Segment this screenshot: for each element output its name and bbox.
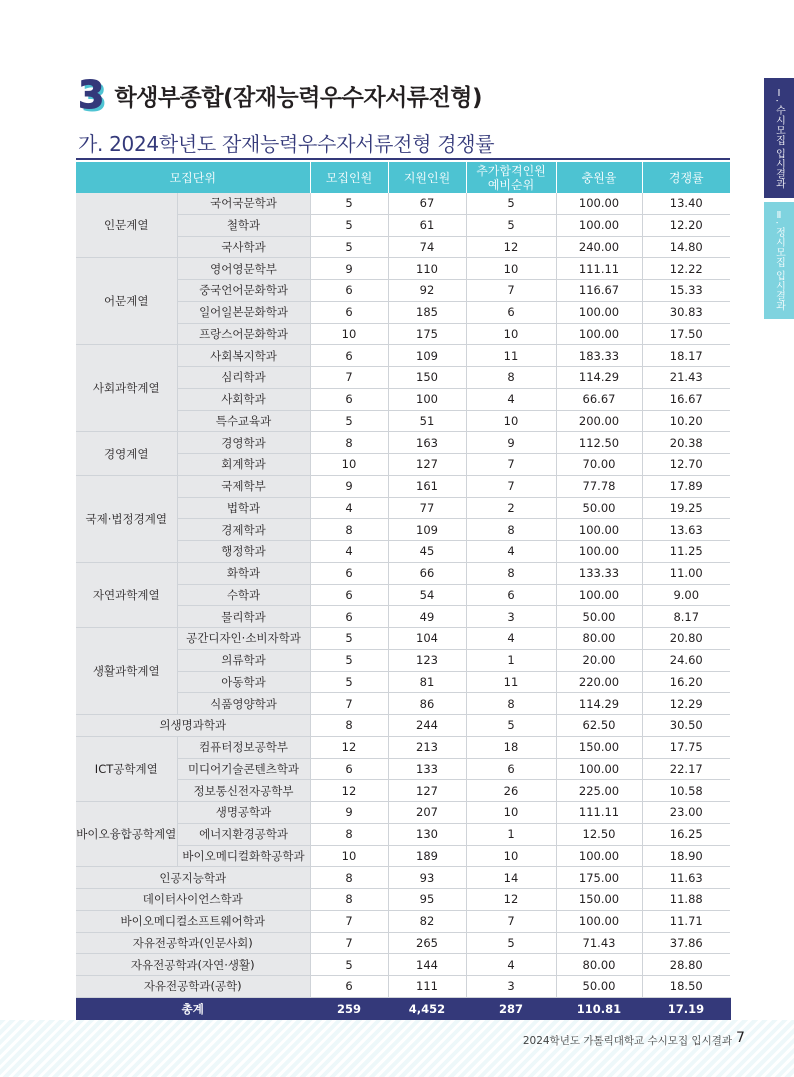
dept-name-cell: 경영학과: [177, 432, 310, 454]
extra-cell: 18: [466, 736, 556, 758]
quota-cell: 9: [310, 802, 388, 824]
fill-rate-cell: 111.11: [556, 258, 642, 280]
quota-cell: 12: [310, 780, 388, 802]
fill-rate-cell: 100.00: [556, 214, 642, 236]
dept-name-cell: 중국언어문화학과: [177, 280, 310, 302]
fill-rate-cell: 100.00: [556, 519, 642, 541]
quota-cell: 9: [310, 258, 388, 280]
dept-name-cell: 사회학과: [177, 388, 310, 410]
table-row: [76, 736, 730, 758]
quota-cell: 6: [310, 584, 388, 606]
applicants-cell: 185: [388, 301, 466, 323]
fill-rate-cell: 183.33: [556, 345, 642, 367]
applicants-cell: 110: [388, 258, 466, 280]
ratio-cell: 13.63: [642, 519, 730, 541]
quota-cell: 10: [310, 454, 388, 476]
dept-name-cell: 정보통신전자공학부: [177, 780, 310, 802]
dept-name-cell: 일어일본문화학과: [177, 301, 310, 323]
quota-cell: 12: [310, 736, 388, 758]
quota-cell: 8: [310, 519, 388, 541]
header-fill-rate: 충원율: [556, 162, 642, 193]
applicants-cell: 163: [388, 432, 466, 454]
fill-rate-cell: 12.50: [556, 823, 642, 845]
applicants-cell: 111: [388, 976, 466, 998]
fill-rate-cell: 133.33: [556, 562, 642, 584]
ratio-cell: 23.00: [642, 802, 730, 824]
extra-cell: 5: [466, 214, 556, 236]
applicants-cell: 109: [388, 345, 466, 367]
table-row: [76, 889, 730, 911]
ratio-cell: 16.67: [642, 388, 730, 410]
group-name-cell: 사회과학계열: [76, 345, 177, 432]
extra-cell: 12: [466, 236, 556, 258]
quota-cell: 10: [310, 323, 388, 345]
applicants-cell: 93: [388, 867, 466, 889]
quota-cell: 7: [310, 693, 388, 715]
total-applicants: 4,452: [388, 997, 466, 1020]
group-name-cell: 생활과학계열: [76, 628, 177, 715]
table-row: [76, 562, 730, 584]
applicants-cell: 86: [388, 693, 466, 715]
dept-name-cell: 공간디자인·소비자학과: [177, 628, 310, 650]
section-number: 3: [78, 73, 105, 117]
dept-name-cell: 경제학과: [177, 519, 310, 541]
dept-name-cell: 특수교육과: [177, 410, 310, 432]
extra-cell: 9: [466, 432, 556, 454]
tab-early-admission-label: Ⅰ. 수시모집 입시결과: [773, 87, 785, 189]
header-extra-line1: 추가합격인원: [476, 163, 546, 178]
applicants-cell: 61: [388, 214, 466, 236]
table-body: [76, 193, 730, 997]
unit-name-cell: 인공지능학과: [76, 867, 310, 889]
fill-rate-cell: 100.00: [556, 193, 642, 214]
fill-rate-cell: 225.00: [556, 780, 642, 802]
ratio-cell: 30.83: [642, 301, 730, 323]
applicants-cell: 95: [388, 889, 466, 911]
quota-cell: 8: [310, 889, 388, 911]
quota-cell: 7: [310, 932, 388, 954]
extra-cell: 7: [466, 910, 556, 932]
fill-rate-cell: 62.50: [556, 715, 642, 737]
table-row: [76, 802, 730, 824]
applicants-cell: 265: [388, 932, 466, 954]
fill-rate-cell: 80.00: [556, 954, 642, 976]
applicants-cell: 54: [388, 584, 466, 606]
extra-cell: 5: [466, 193, 556, 214]
table-subtitle: 가. 2024학년도 잠재능력우수자서류전형 경쟁률: [78, 132, 495, 156]
header-quota: 모집인원: [310, 162, 388, 193]
dept-name-cell: 미디어기술콘텐츠학과: [177, 758, 310, 780]
ratio-cell: 37.86: [642, 932, 730, 954]
quota-cell: 6: [310, 976, 388, 998]
table-row: [76, 345, 730, 367]
extra-cell: 3: [466, 606, 556, 628]
table-row: [76, 432, 730, 454]
applicants-cell: 213: [388, 736, 466, 758]
applicants-cell: 49: [388, 606, 466, 628]
dept-name-cell: 생명공학과: [177, 802, 310, 824]
ratio-cell: 24.60: [642, 649, 730, 671]
quota-cell: 5: [310, 649, 388, 671]
unit-name-cell: 자유전공학과(자연·생활): [76, 954, 310, 976]
ratio-cell: 16.20: [642, 671, 730, 693]
subtitle-divider: [76, 158, 730, 160]
table-row: [76, 715, 730, 737]
quota-cell: 6: [310, 280, 388, 302]
fill-rate-cell: 20.00: [556, 649, 642, 671]
ratio-cell: 22.17: [642, 758, 730, 780]
extra-cell: 1: [466, 823, 556, 845]
competition-table: [76, 162, 731, 1020]
applicants-cell: 127: [388, 454, 466, 476]
extra-cell: 10: [466, 410, 556, 432]
unit-name-cell: 바이오메디컬소프트웨어학과: [76, 910, 310, 932]
extra-cell: 8: [466, 562, 556, 584]
fill-rate-cell: 100.00: [556, 541, 642, 563]
quota-cell: 10: [310, 845, 388, 867]
ratio-cell: 17.50: [642, 323, 730, 345]
extra-cell: 8: [466, 367, 556, 389]
footer-text: 2024학년도 가톨릭대학교 수시모집 입시결과: [522, 1035, 732, 1047]
applicants-cell: 123: [388, 649, 466, 671]
ratio-cell: 19.25: [642, 497, 730, 519]
fill-rate-cell: 100.00: [556, 845, 642, 867]
fill-rate-cell: 77.78: [556, 475, 642, 497]
extra-cell: 10: [466, 258, 556, 280]
page-number: 7: [736, 1030, 745, 1046]
fill-rate-cell: 50.00: [556, 497, 642, 519]
applicants-cell: 104: [388, 628, 466, 650]
extra-cell: 6: [466, 758, 556, 780]
group-name-cell: 국제·법정경계열: [76, 475, 177, 562]
quota-cell: 6: [310, 388, 388, 410]
ratio-cell: 11.63: [642, 867, 730, 889]
ratio-cell: 18.90: [642, 845, 730, 867]
quota-cell: 8: [310, 715, 388, 737]
fill-rate-cell: 111.11: [556, 802, 642, 824]
quota-cell: 5: [310, 214, 388, 236]
fill-rate-cell: 100.00: [556, 584, 642, 606]
extra-cell: 11: [466, 345, 556, 367]
ratio-cell: 20.38: [642, 432, 730, 454]
fill-rate-cell: 116.67: [556, 280, 642, 302]
dept-name-cell: 아동학과: [177, 671, 310, 693]
dept-name-cell: 바이오메디컬화학공학과: [177, 845, 310, 867]
quota-cell: 5: [310, 236, 388, 258]
quota-cell: 6: [310, 758, 388, 780]
side-tabs: [764, 78, 794, 319]
quota-cell: 5: [310, 193, 388, 214]
extra-cell: 11: [466, 671, 556, 693]
quota-cell: 5: [310, 954, 388, 976]
ratio-cell: 30.50: [642, 715, 730, 737]
extra-cell: 6: [466, 584, 556, 606]
tab-regular-admission-label: Ⅱ. 정시모집 입시결과: [773, 210, 785, 311]
ratio-cell: 11.25: [642, 541, 730, 563]
extra-cell: 7: [466, 475, 556, 497]
quota-cell: 4: [310, 497, 388, 519]
fill-rate-cell: 150.00: [556, 889, 642, 911]
fill-rate-cell: 50.00: [556, 606, 642, 628]
applicants-cell: 100: [388, 388, 466, 410]
applicants-cell: 161: [388, 475, 466, 497]
ratio-cell: 12.70: [642, 454, 730, 476]
total-quota: 259: [310, 997, 388, 1020]
section-title: 학생부종합(잠재능력우수자서류전형): [114, 84, 482, 111]
ratio-cell: 8.17: [642, 606, 730, 628]
quota-cell: 8: [310, 432, 388, 454]
ratio-cell: 10.58: [642, 780, 730, 802]
extra-cell: 10: [466, 845, 556, 867]
ratio-cell: 10.20: [642, 410, 730, 432]
fill-rate-cell: 100.00: [556, 323, 642, 345]
extra-cell: 4: [466, 388, 556, 410]
dept-name-cell: 심리학과: [177, 367, 310, 389]
applicants-cell: 133: [388, 758, 466, 780]
applicants-cell: 81: [388, 671, 466, 693]
applicants-cell: 175: [388, 323, 466, 345]
fill-rate-cell: 50.00: [556, 976, 642, 998]
applicants-cell: 109: [388, 519, 466, 541]
ratio-cell: 17.89: [642, 475, 730, 497]
quota-cell: 7: [310, 367, 388, 389]
quota-cell: 8: [310, 867, 388, 889]
quota-cell: 6: [310, 606, 388, 628]
group-name-cell: 어문계열: [76, 258, 177, 345]
applicants-cell: 144: [388, 954, 466, 976]
section-heading: [78, 75, 482, 115]
extra-cell: 8: [466, 693, 556, 715]
applicants-cell: 207: [388, 802, 466, 824]
total-extra: 287: [466, 997, 556, 1020]
applicants-cell: 130: [388, 823, 466, 845]
quota-cell: 6: [310, 345, 388, 367]
table-row: [76, 932, 730, 954]
dept-name-cell: 철학과: [177, 214, 310, 236]
ratio-cell: 9.00: [642, 584, 730, 606]
applicants-cell: 45: [388, 541, 466, 563]
extra-cell: 10: [466, 802, 556, 824]
quota-cell: 9: [310, 475, 388, 497]
applicants-cell: 189: [388, 845, 466, 867]
extra-cell: 4: [466, 541, 556, 563]
group-name-cell: 자연과학계열: [76, 562, 177, 627]
ratio-cell: 11.71: [642, 910, 730, 932]
quota-cell: 6: [310, 301, 388, 323]
dept-name-cell: 행정학과: [177, 541, 310, 563]
unit-name-cell: 데이터사이언스학과: [76, 889, 310, 911]
tab-regular-admission[interactable]: [764, 202, 794, 319]
quota-cell: 6: [310, 562, 388, 584]
extra-cell: 14: [466, 867, 556, 889]
ratio-cell: 11.00: [642, 562, 730, 584]
ratio-cell: 12.20: [642, 214, 730, 236]
table-row: [76, 628, 730, 650]
extra-cell: 10: [466, 323, 556, 345]
extra-cell: 5: [466, 932, 556, 954]
table-row: [76, 258, 730, 280]
header-unit: 모집단위: [76, 162, 310, 193]
fill-rate-cell: 114.29: [556, 693, 642, 715]
extra-cell: 1: [466, 649, 556, 671]
applicants-cell: 67: [388, 193, 466, 214]
extra-cell: 7: [466, 280, 556, 302]
dept-name-cell: 회계학과: [177, 454, 310, 476]
table-row: [76, 954, 730, 976]
group-name-cell: 인문계열: [76, 193, 177, 258]
unit-name-cell: 자유전공학과(인문사회): [76, 932, 310, 954]
header-extra: [466, 162, 556, 193]
applicants-cell: 127: [388, 780, 466, 802]
total-ratio: 17.19: [642, 997, 730, 1020]
fill-rate-cell: 150.00: [556, 736, 642, 758]
fill-rate-cell: 114.29: [556, 367, 642, 389]
applicants-cell: 66: [388, 562, 466, 584]
total-row: [76, 997, 730, 1020]
ratio-cell: 18.17: [642, 345, 730, 367]
dept-name-cell: 국제학부: [177, 475, 310, 497]
group-name-cell: ICT공학계열: [76, 736, 177, 801]
dept-name-cell: 영어영문학부: [177, 258, 310, 280]
table-row: [76, 910, 730, 932]
ratio-cell: 20.80: [642, 628, 730, 650]
dept-name-cell: 국사학과: [177, 236, 310, 258]
extra-cell: 7: [466, 454, 556, 476]
extra-cell: 4: [466, 954, 556, 976]
applicants-cell: 51: [388, 410, 466, 432]
extra-cell: 4: [466, 628, 556, 650]
fill-rate-cell: 100.00: [556, 301, 642, 323]
extra-cell: 6: [466, 301, 556, 323]
dept-name-cell: 국어국문학과: [177, 193, 310, 214]
quota-cell: 5: [310, 410, 388, 432]
dept-name-cell: 에너지환경공학과: [177, 823, 310, 845]
ratio-cell: 12.22: [642, 258, 730, 280]
extra-cell: 5: [466, 715, 556, 737]
extra-cell: 26: [466, 780, 556, 802]
ratio-cell: 18.50: [642, 976, 730, 998]
dept-name-cell: 수학과: [177, 584, 310, 606]
dept-name-cell: 화학과: [177, 562, 310, 584]
fill-rate-cell: 200.00: [556, 410, 642, 432]
dept-name-cell: 컴퓨터정보공학부: [177, 736, 310, 758]
quota-cell: 8: [310, 823, 388, 845]
ratio-cell: 16.25: [642, 823, 730, 845]
unit-name-cell: 의생명과학과: [76, 715, 310, 737]
table-row: [76, 475, 730, 497]
header-extra-line2: 예비순위: [487, 177, 535, 192]
table-header-row: [76, 162, 730, 193]
fill-rate-cell: 70.00: [556, 454, 642, 476]
dept-name-cell: 사회복지학과: [177, 345, 310, 367]
dept-name-cell: 물리학과: [177, 606, 310, 628]
extra-cell: 2: [466, 497, 556, 519]
ratio-cell: 11.88: [642, 889, 730, 911]
fill-rate-cell: 80.00: [556, 628, 642, 650]
dept-name-cell: 프랑스어문화학과: [177, 323, 310, 345]
fill-rate-cell: 240.00: [556, 236, 642, 258]
applicants-cell: 74: [388, 236, 466, 258]
extra-cell: 12: [466, 889, 556, 911]
header-ratio: 경쟁률: [642, 162, 730, 193]
extra-cell: 8: [466, 519, 556, 541]
fill-rate-cell: 175.00: [556, 867, 642, 889]
table-row: [76, 193, 730, 214]
dept-name-cell: 법학과: [177, 497, 310, 519]
ratio-cell: 28.80: [642, 954, 730, 976]
fill-rate-cell: 71.43: [556, 932, 642, 954]
footer-band: [0, 1020, 794, 1077]
ratio-cell: 14.80: [642, 236, 730, 258]
extra-cell: 3: [466, 976, 556, 998]
ratio-cell: 13.40: [642, 193, 730, 214]
quota-cell: 5: [310, 628, 388, 650]
fill-rate-cell: 100.00: [556, 910, 642, 932]
quota-cell: 7: [310, 910, 388, 932]
dept-name-cell: 의류학과: [177, 649, 310, 671]
tab-early-admission[interactable]: [764, 78, 794, 198]
fill-rate-cell: 112.50: [556, 432, 642, 454]
group-name-cell: 경영계열: [76, 432, 177, 476]
applicants-cell: 92: [388, 280, 466, 302]
applicants-cell: 82: [388, 910, 466, 932]
applicants-cell: 150: [388, 367, 466, 389]
applicants-cell: 244: [388, 715, 466, 737]
fill-rate-cell: 66.67: [556, 388, 642, 410]
fill-rate-cell: 100.00: [556, 758, 642, 780]
table-row: [76, 867, 730, 889]
quota-cell: 5: [310, 671, 388, 693]
applicants-cell: 77: [388, 497, 466, 519]
table-row: [76, 976, 730, 998]
quota-cell: 4: [310, 541, 388, 563]
ratio-cell: 21.43: [642, 367, 730, 389]
ratio-cell: 15.33: [642, 280, 730, 302]
header-applicants: 지원인원: [388, 162, 466, 193]
unit-name-cell: 자유전공학과(공학): [76, 976, 310, 998]
dept-name-cell: 식품영양학과: [177, 693, 310, 715]
ratio-cell: 12.29: [642, 693, 730, 715]
total-fill-rate: 110.81: [556, 997, 642, 1020]
ratio-cell: 17.75: [642, 736, 730, 758]
fill-rate-cell: 220.00: [556, 671, 642, 693]
total-label: 총계: [76, 997, 310, 1020]
group-name-cell: 바이오융합공학계열: [76, 802, 177, 867]
